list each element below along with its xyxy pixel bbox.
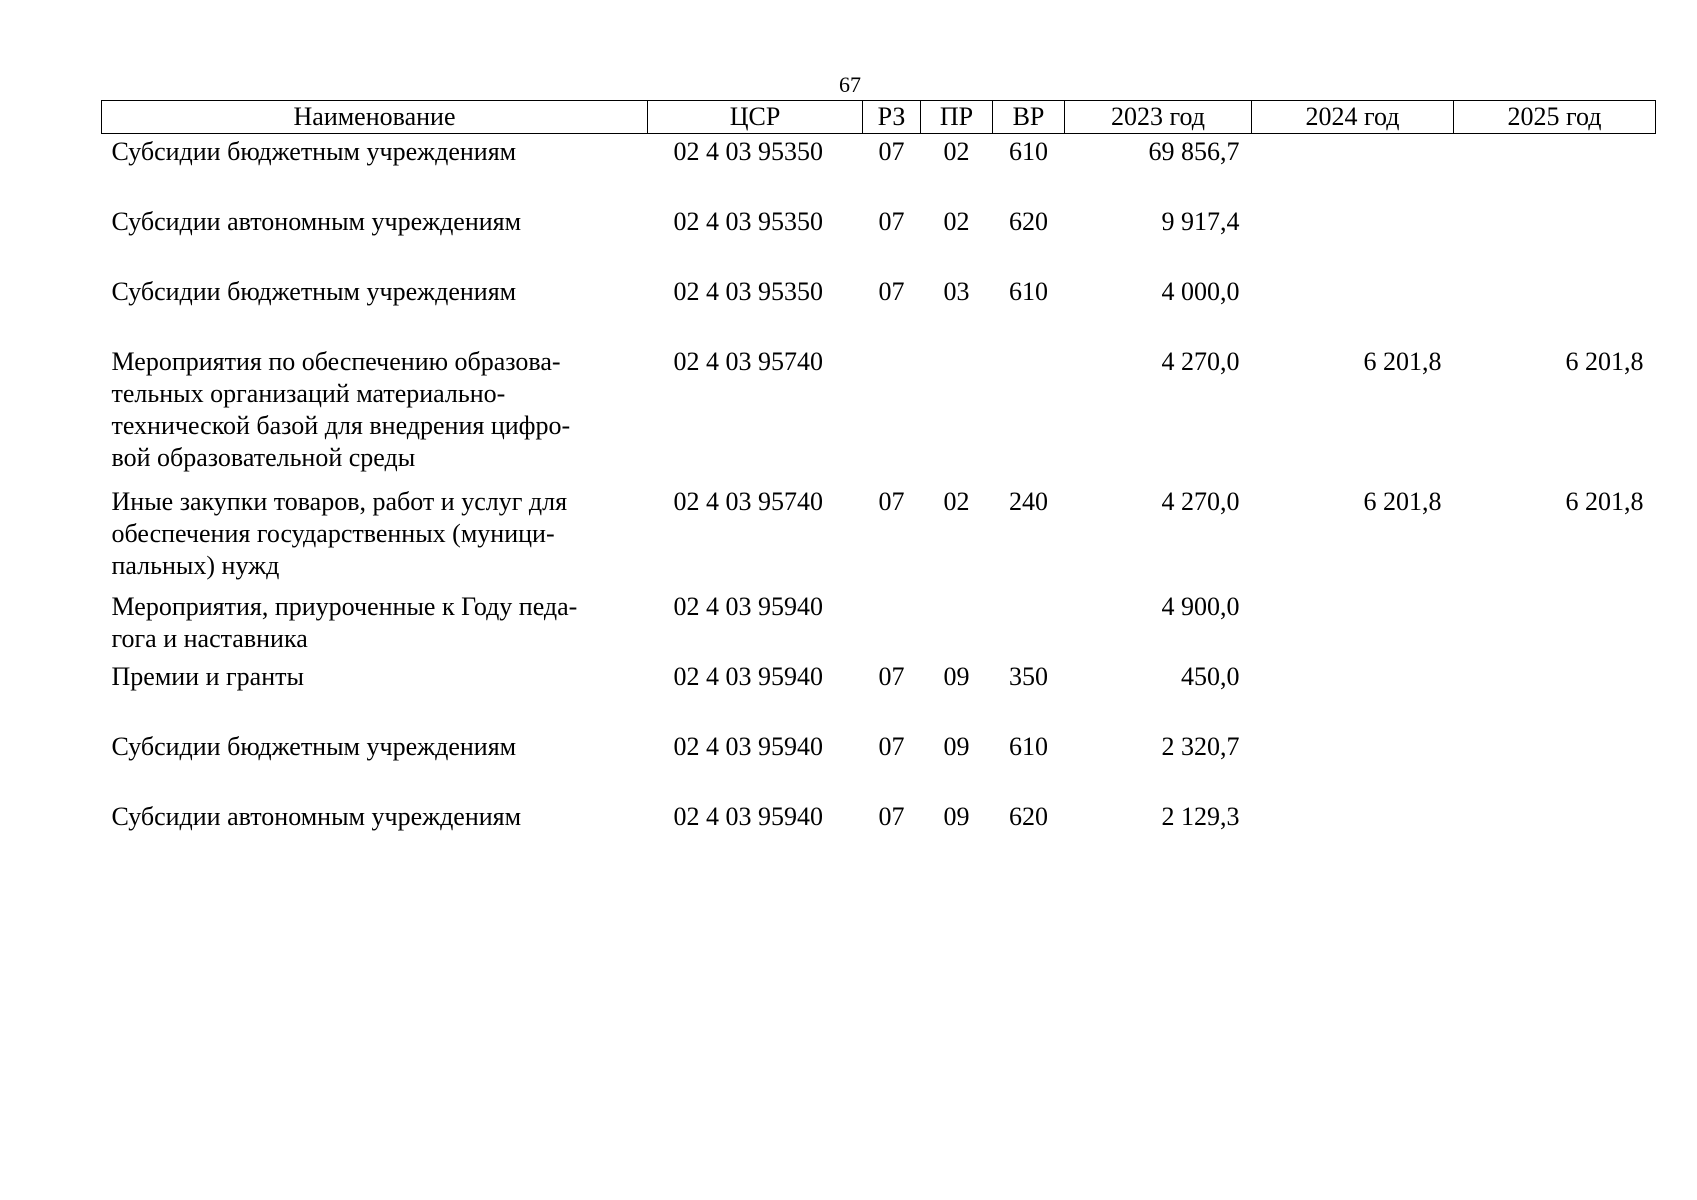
cell-2023: 4 000,0 <box>1161 276 1240 306</box>
cell-2023: 4 270,0 <box>1161 346 1240 376</box>
cell-2023: 69 856,7 <box>1148 137 1240 166</box>
cell-2025: 6 201,8 <box>1565 486 1644 516</box>
cell-2024 <box>1252 204 1454 274</box>
cell-2024: 6 201,8 <box>1363 346 1442 376</box>
header-2023: 2023 год <box>1065 101 1252 134</box>
cell-rz: 07 <box>878 206 905 236</box>
page-number: 67 <box>839 72 861 97</box>
cell-2025 <box>1454 134 1656 204</box>
cell-vr: 610 <box>1009 137 1048 166</box>
cell-name: Субсидии автономным учреждениям <box>111 801 522 831</box>
cell-2023: 4 270,0 <box>1161 486 1240 516</box>
header-rz: РЗ <box>863 101 921 134</box>
header-name: Наименование <box>102 101 648 134</box>
cell-csr: 02 4 03 95350 <box>673 206 823 236</box>
cell-pr: 09 <box>943 801 970 831</box>
table-row <box>102 659 1656 729</box>
table-row <box>102 134 1656 204</box>
cell-vr: 620 <box>1009 801 1048 831</box>
header-pr: ПР <box>921 101 993 134</box>
cell-csr: 02 4 03 95940 <box>673 591 823 621</box>
cell-2023: 450,0 <box>1181 661 1240 691</box>
cell-csr: 02 4 03 95350 <box>673 276 823 306</box>
cell-name: Премии и гранты <box>111 661 304 691</box>
table-row <box>102 729 1656 799</box>
cell-pr <box>921 589 993 659</box>
cell-2025 <box>1454 204 1656 274</box>
cell-2025 <box>1454 274 1656 344</box>
cell-csr: 02 4 03 95350 <box>673 137 823 166</box>
table-row <box>102 204 1656 274</box>
cell-2025 <box>1454 589 1656 659</box>
cell-csr: 02 4 03 95940 <box>673 801 823 831</box>
cell-rz: 07 <box>878 661 905 691</box>
cell-2025 <box>1454 729 1656 799</box>
cell-pr: 02 <box>943 137 970 166</box>
cell-vr: 610 <box>1009 731 1048 761</box>
cell-vr: 350 <box>1009 661 1048 691</box>
cell-2025 <box>1454 799 1656 869</box>
cell-rz <box>863 589 921 659</box>
cell-2023: 2 320,7 <box>1161 731 1240 761</box>
header-2025: 2025 год <box>1454 101 1656 134</box>
cell-name: Иные закупки товаров, работ и услуг для обеспечения государственных (муници- пальных) нужд <box>111 486 568 580</box>
table-row <box>102 799 1656 869</box>
table-row <box>102 274 1656 344</box>
cell-2024 <box>1252 729 1454 799</box>
cell-2024: 6 201,8 <box>1363 486 1442 516</box>
header-csr: ЦСР <box>648 101 863 134</box>
cell-vr: 240 <box>1009 486 1048 516</box>
cell-csr: 02 4 03 95940 <box>673 731 823 761</box>
budget-table <box>101 100 1656 869</box>
cell-rz <box>863 344 921 484</box>
cell-rz: 07 <box>878 137 905 166</box>
cell-vr: 620 <box>1009 206 1048 236</box>
cell-vr <box>993 344 1065 484</box>
cell-2024 <box>1252 659 1454 729</box>
cell-name: Субсидии бюджетным учреждениям <box>111 137 517 166</box>
cell-2024 <box>1252 799 1454 869</box>
cell-2024 <box>1252 274 1454 344</box>
header-vr: ВР <box>993 101 1065 134</box>
header-2024: 2024 год <box>1252 101 1454 134</box>
table-body <box>102 134 1656 869</box>
cell-2023: 2 129,3 <box>1161 801 1240 831</box>
cell-2024 <box>1252 134 1454 204</box>
cell-rz: 07 <box>878 276 905 306</box>
cell-2023: 4 900,0 <box>1161 591 1240 621</box>
cell-pr <box>921 344 993 484</box>
cell-pr: 02 <box>943 486 970 516</box>
cell-name: Субсидии бюджетным учреждениям <box>111 276 517 306</box>
cell-pr: 02 <box>943 206 970 236</box>
cell-name: Мероприятия по обеспечению образова- тельных организаций материально- технической базой для внедрения цифро- вой образовательной среды <box>111 346 571 472</box>
cell-2025 <box>1454 659 1656 729</box>
table-row <box>102 589 1656 659</box>
cell-2025: 6 201,8 <box>1565 346 1644 376</box>
cell-name: Субсидии бюджетным учреждениям <box>111 731 517 761</box>
cell-csr: 02 4 03 95940 <box>673 661 823 691</box>
cell-csr: 02 4 03 95740 <box>673 346 823 376</box>
cell-name: Субсидии автономным учреждениям <box>111 206 522 236</box>
cell-rz: 07 <box>878 486 905 516</box>
table-header-row <box>102 101 1656 134</box>
cell-rz: 07 <box>878 731 905 761</box>
cell-2023: 9 917,4 <box>1161 206 1240 236</box>
cell-rz: 07 <box>878 801 905 831</box>
cell-pr: 03 <box>943 276 970 306</box>
cell-csr: 02 4 03 95740 <box>673 486 823 516</box>
cell-pr: 09 <box>943 731 970 761</box>
table-row <box>102 344 1656 484</box>
cell-vr: 610 <box>1009 276 1048 306</box>
table-row <box>102 484 1656 589</box>
cell-pr: 09 <box>943 661 970 691</box>
cell-2024 <box>1252 589 1454 659</box>
cell-vr <box>993 589 1065 659</box>
cell-name: Мероприятия, приуроченные к Году педа- гога и наставника <box>111 591 578 653</box>
